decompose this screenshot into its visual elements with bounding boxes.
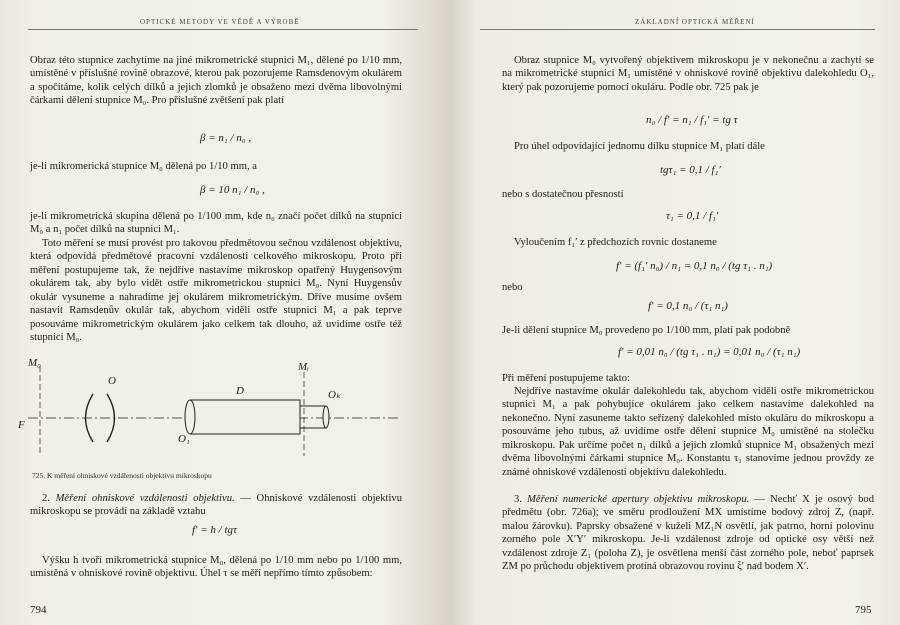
right-running-header: ZÁKLADNÍ OPTICKÁ MĚŘENÍ [635,18,755,26]
right-equation-3: τ₁ = 0,1 / f₁′ [666,210,719,222]
label-o1: O₁ [178,433,190,445]
left-paragraph-3: je-li mikrometrická skupina dělená po 1/100 mm, kde n₀ značí počet dílků na stupnici M₀ a n₁ počet dílků na stupnici M₁. [30,211,402,236]
right-equation-1: n₀ / f′ = n₁ / f₁′ = tg τ [646,114,738,126]
label-m0: M₀ [28,357,41,369]
right-paragraph-3: nebo s dostatečnou přesností [502,189,624,200]
right-paragraph-6: Je-li dělení stupnice M₀ provedeno po 1/100 mm, platí pak podobně [502,325,791,336]
section-2-title: Měření ohniskové vzdálenosti objektivu. [55,493,235,504]
section-3-text: — Nechť X je osový bod předmětu (obr. 726a); ve směru prodloužení MX umístíme bodový zdroj Z, (např. malou žárovku). Paprsky obsažené v kuželi MZ₁N osvětlí, jak patrno, horní polovinu zorného pole X′Y′ mikroskopu. Je-li vzdálenost zdroje od optické osy větší než vzdálenost zdroje Z₁ (poloha Z), je osvětlena menší část zorného pole, neboť paprsek ZM po průchodu objektivem protíná obrazovou rovinu ξ′ nad bodem X′. [502,494,874,573]
left-paragraph-2: je-li mikromerická stupnice M₀ dělená po 1/10 mm, a [30,161,257,172]
left-equation-1: β = n₁ / n₀ , [200,132,252,144]
right-section-3-paragraph [502,493,874,574]
label-d: D [236,385,244,397]
figure-725-diagram [18,356,398,464]
left-paragraph-4: Toto měření se musí provést pro takovou předmětovou sečnou vzdálenost objektivu, která odpovídá předmětové pracovní vzdálenosti celkového mikroskopu. Proto při měření postupujeme tak, že nejdříve nastavíme mikroskop opatřený Huygensovým okulárem tak, aby bylo vidět ostře mikrometrickou stupnici M₀. Nyní Huygensův okulár vysuneme a nahradíme jej okulárem mikrometrickým. Dříve musíme ovšem nastavit Ramsdenův okulár tak, abychom viděli ostře stupnici M₁ a pak teprve posouváme mikrometrickým okulárem jako celkem tak dlouho, až uvidíme ostře též stupnici M₀. [30,238,402,344]
section-2-text: — Ohniskové vzdálenosti objektivu mikroskopu se provádí na základě vztahu [30,493,403,518]
left-header-rule [28,29,418,30]
left-paragraph-1: Obraz této stupnice zachytíme na jiné mikrometrické stupnici M₁, dělené po 1/10 mm, umístěné v příslušné rovině obrazové, kterou pak pozorujeme Ramsdenovým okulárem a spočítáme, kolik celých dílků a jejich zlomků je obsaženo mezi dvěma libovolnými čárkami dělení stupnice M₀. Pro příslušné zvětšení pak platí [30,55,402,107]
right-paragraph-2: Pro úhel odpovídající jednomu dílku stupnice M₁ platí dále [514,141,765,152]
label-f: F [18,419,25,431]
right-header-rule [480,29,875,30]
left-equation-2: β = 10 n₁ / n₀ , [200,184,265,196]
section-3-title: Měření numerické apertury objektivu mikroskopu. [527,494,750,505]
right-paragraph-8: Nejdříve nastavíme okulár dalekohledu tak, abychom viděli ostře mikrometrickou stupnici M₁ a pak pohybujíce okulárem jako celkem nastavíme dalekohled na nekonečno. Nyní zasuneme takto seřízený dalekohled místo okuláru do mikroskopu a posouváme jeho tubus, až uvidíme ostře dělení stupnice M₀ umístěné na stolečku mikroskopu. Pak určíme počet n₁ dílků a jejich zlomků stupnice M₁ obsažených mezi dvěma libovolnými čárkami stupnice M₀. Konstantu τ₁ stanovíme jednou provždy ze známé ohniskové vzdálenosti objektivu dalekohledu. [502,386,874,478]
right-paragraph-1: Obraz stupnice M₀ vytvořený objektivem mikroskopu je v nekonečnu a zachytí se na mikrometrické stupnici M₁ umístěné v ohniskové rovině objektivu dalekohledu O₁, který pak pozorujeme pomocí okuláru. Podle obr. 725 pak je [502,55,874,93]
left-page-number: 794 [30,604,47,616]
telescope-objective-o1 [185,400,195,434]
right-paragraph-4: Vyloučením f₁′ z předchozích rovnic dostaneme [514,237,717,248]
figure-725-caption: 725. K měření ohniskové vzdálenosti objektivu mikroskopu [32,471,212,480]
right-page-number: 795 [855,604,872,616]
right-equation-2: tgτ₁ = 0,1 / f₁′ [660,164,721,176]
label-o: O [108,375,116,387]
right-paragraph-7: Při měření postupujeme takto: [502,373,630,384]
section-3-number: 3. [514,494,522,505]
right-page [450,0,900,625]
label-ok: Oₖ [328,389,341,401]
label-mi: Mᵢ [298,361,309,373]
left-paragraph-5: Výšku h tvoří mikrometrická stupnice M₀, dělená po 1/10 mm nebo po 1/100 mm, umístěná v ohniskové rovině objektivu. Úhel τ se měří nepřímo tímto způsobem: [30,555,402,580]
right-paragraph-5: nebo [502,282,523,293]
left-running-header: OPTICKÉ METODY VE VĚDĚ A VÝROBĚ [140,18,300,26]
section-2-number: 2. [42,493,50,504]
right-equation-5: f′ = 0,1 n₀ / (τ₁ n₁) [648,300,728,312]
left-equation-3: f′ = h / tgτ [192,524,237,536]
right-equation-4: f′ = (f₁′ n₀) / n₁ = 0,1 n₀ / (tg τ₁ . n₁) [616,260,773,272]
telescope-tube [190,400,300,434]
left-section-2-paragraph [30,492,402,519]
right-equation-6: f′ = 0,01 n₀ / (tg τ₁ . n₁) = 0,01 n₀ / (τ₁ n₁) [618,346,801,358]
eyepiece-ok [323,406,329,428]
